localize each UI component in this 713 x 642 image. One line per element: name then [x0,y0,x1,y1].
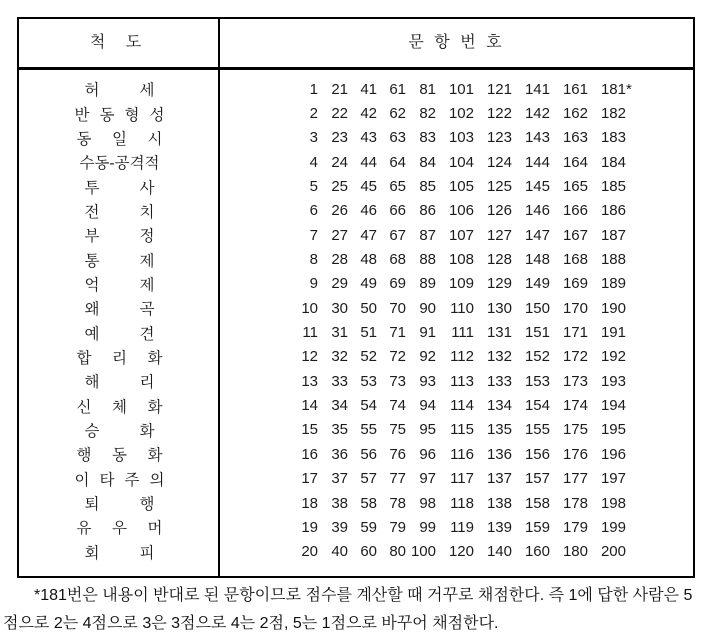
item-number: 185 [600,178,626,196]
item-number: 17 [301,470,318,488]
item-number: 144 [524,153,550,171]
table-row [19,491,693,515]
item-number: 6 [309,202,318,220]
item-number: 28 [331,251,348,269]
item-number: 179 [562,518,588,536]
scale-cell [19,346,220,368]
scale-name: 통 제 [84,252,155,270]
item-number: 122 [486,105,512,123]
scale-cell [19,468,220,490]
item-number: 10 [301,299,318,317]
item-number: 110 [450,299,474,317]
item-number: 73 [389,372,406,390]
item-number: 74 [389,397,406,415]
item-number: 140 [486,543,512,561]
item-number: 172 [562,348,588,366]
scale-name: 유 우 머 [76,520,163,538]
item-number: 103 [448,129,474,147]
scale-name: 왜 곡 [84,301,155,319]
item-numbers-cell [220,543,693,560]
item-number: 189 [600,275,626,293]
scale-cell [19,322,220,344]
item-numbers-cell [220,470,693,487]
item-number: 106 [448,202,474,220]
table-row [19,101,693,125]
item-number: 136 [486,445,512,463]
scale-name: 수동-공격적 [79,155,160,173]
item-number: 84 [419,153,436,171]
item-number: 184 [600,153,626,171]
item-number: 193 [600,372,626,390]
item-number: 81 [419,80,436,98]
header-scale-column: 척 도 [89,33,150,51]
item-number: 197 [600,470,626,488]
column-divider-line [218,19,220,576]
scale-name: 이 타 주 의 [74,471,165,489]
item-number: 120 [448,543,474,561]
item-number: 57 [360,470,377,488]
item-number: 8 [309,251,318,269]
item-number: 112 [450,348,474,366]
item-number: 147 [524,226,550,244]
table-row [19,320,693,344]
item-number: 13 [301,372,318,390]
item-numbers-cell [220,324,693,341]
item-number: 118 [450,494,474,512]
table-row [19,150,693,174]
table-row [19,223,693,247]
item-number: 60 [360,543,377,561]
scale-cell [19,395,220,417]
item-number: 176 [562,445,588,463]
item-number: 150 [524,299,550,317]
item-number: 195 [600,421,626,439]
table-row [19,515,693,539]
table-row [19,199,693,223]
item-number: 168 [562,251,588,269]
item-number: 156 [524,445,550,463]
item-number: 95 [419,421,436,439]
table-row [19,77,693,101]
scale-cell [19,273,220,295]
item-number: 143 [524,129,550,147]
item-number: 102 [448,105,474,123]
item-number: 22 [331,105,348,123]
table-header-row [19,19,693,70]
item-number: 77 [389,470,406,488]
item-number: 167 [562,226,588,244]
item-number: 42 [360,105,377,123]
item-number: 18 [301,494,318,512]
reverse-scoring-footnote [3,582,709,637]
scale-name: 합 리 화 [76,349,163,367]
scale-cell [19,297,220,319]
item-number: 117 [450,470,474,488]
item-number: 48 [360,251,377,269]
item-numbers-cell [220,81,693,98]
item-number: 21 [331,80,348,98]
item-number: 145 [524,178,550,196]
item-numbers-cell [220,300,693,317]
item-numbers-cell [220,348,693,365]
item-number: 173 [562,372,588,390]
item-number: 175 [562,421,588,439]
scale-name: 투 사 [84,179,155,197]
item-number: 75 [389,421,406,439]
item-number: 132 [486,348,512,366]
item-number: 141 [524,80,550,98]
item-number: 107 [448,226,474,244]
item-number: 152 [524,348,550,366]
scale-name: 신 체 화 [76,398,163,416]
table-row [19,296,693,320]
item-number: 127 [486,226,512,244]
item-numbers-cell [220,519,693,536]
item-number: 12 [301,348,318,366]
item-number: 166 [562,202,588,220]
item-number: 133 [486,372,512,390]
item-number: 88 [419,251,436,269]
item-number: 115 [450,421,474,439]
item-number: 91 [419,324,436,342]
item-number: 9 [309,275,318,293]
item-number: 56 [360,445,377,463]
item-number: 3 [309,129,318,147]
footnote-line-1: *181번은 내용이 반대로 된 문항이므로 점수를 계산할 때 거꾸로 채점한다. 즉 1에 답한 사람은 5 [34,587,693,604]
item-number: 159 [524,518,550,536]
scale-cell [19,224,220,246]
scale-name: 부 정 [84,228,155,246]
scale-cell [19,151,220,173]
item-number: 96 [419,445,436,463]
item-number: 85 [419,178,436,196]
item-number: 94 [419,397,436,415]
item-number: 5 [309,178,318,196]
item-numbers-cell [220,446,693,463]
item-number: 47 [360,226,377,244]
item-numbers-cell [220,129,693,146]
item-number: 108 [448,251,474,269]
scale-name: 반 동 형 성 [74,106,165,124]
item-number: 158 [524,494,550,512]
item-number: 11 [302,324,318,342]
item-number: 89 [419,275,436,293]
item-number: 39 [331,518,348,536]
item-number: 111 [451,324,474,342]
item-numbers-cell [220,397,693,414]
scale-cell [19,541,220,563]
item-number: 163 [562,129,588,147]
item-number: 79 [389,518,406,536]
table-row [19,442,693,466]
item-number: 177 [562,470,588,488]
item-numbers-cell [220,495,693,512]
item-number: 171 [562,324,588,342]
item-number: 186 [600,202,626,220]
item-number: 109 [448,275,474,293]
scale-cell [19,492,220,514]
item-number: 20 [301,543,318,561]
item-number: 29 [331,275,348,293]
scale-name: 허 세 [84,82,155,100]
item-number: 190 [600,299,626,317]
item-number: 80 [389,543,406,561]
item-number: 24 [331,153,348,171]
item-number: 59 [360,518,377,536]
item-number: 183 [600,129,626,147]
item-number: 44 [360,153,377,171]
item-number: 64 [389,153,406,171]
scale-cell [19,200,220,222]
item-number: 99 [419,518,436,536]
item-number: 92 [419,348,436,366]
table-row [19,418,693,442]
item-number: 138 [486,494,512,512]
item-number: 169 [562,275,588,293]
table-row [19,126,693,150]
item-numbers-cell [220,105,693,122]
item-number: 87 [419,226,436,244]
item-number: 98 [419,494,436,512]
item-number: 76 [389,445,406,463]
item-number: 43 [360,129,377,147]
item-number: 192 [600,348,626,366]
scale-cell [19,370,220,392]
scale-name: 동 일 시 [76,130,163,148]
item-number: 139 [486,518,512,536]
item-number: 164 [562,153,588,171]
item-number: 93 [419,372,436,390]
item-numbers-cell [220,154,693,171]
item-number: 157 [524,470,550,488]
item-number: 151 [524,324,550,342]
scale-name: 억 제 [84,276,155,294]
item-number: 78 [389,494,406,512]
item-number: 114 [450,397,474,415]
item-number: 83 [419,129,436,147]
item-number: 67 [389,226,406,244]
item-number: 30 [331,299,348,317]
item-number: 130 [486,299,512,317]
item-number: 180 [562,543,588,561]
scale-cell [19,249,220,271]
item-number: 69 [389,275,406,293]
item-number: 38 [331,494,348,512]
item-number: 58 [360,494,377,512]
table-row [19,369,693,393]
item-number: 32 [331,348,348,366]
item-number: 191 [600,324,626,342]
item-number: 36 [331,445,348,463]
item-number: 86 [419,202,436,220]
item-number: 153 [524,372,550,390]
scale-name: 해 리 [84,374,155,392]
item-number: 19 [301,518,318,536]
table-row [19,272,693,296]
item-number: 198 [600,494,626,512]
item-number: 1 [309,80,318,98]
item-number: 188 [600,251,626,269]
scale-cell [19,103,220,125]
item-number: 125 [486,178,512,196]
item-number: 55 [360,421,377,439]
item-number: 181* [600,80,632,98]
footnote-line-2: 점으로 2는 4점으로 3은 3점으로 4는 2점, 5는 1점으로 바꾸어 채점한다. [3,614,499,632]
item-number: 174 [562,397,588,415]
scale-name: 승 화 [84,422,155,440]
item-number: 137 [486,470,512,488]
table-body [19,70,693,564]
item-number: 160 [524,543,550,561]
item-number: 119 [450,518,474,536]
scale-cell [19,443,220,465]
item-number: 113 [450,372,474,390]
table-row [19,247,693,271]
item-number: 16 [301,445,318,463]
item-number: 124 [486,153,512,171]
scale-cell [19,127,220,149]
scale-name: 행 동 화 [76,447,163,465]
scale-cell [19,176,220,198]
item-number: 82 [419,105,436,123]
table-row [19,467,693,491]
item-number: 194 [600,397,626,415]
item-numbers-cell [220,202,693,219]
scale-name: 전 치 [84,203,155,221]
item-number: 128 [486,251,512,269]
item-numbers-cell [220,178,693,195]
table-row [19,345,693,369]
item-numbers-cell [220,275,693,292]
scale-cell [19,78,220,100]
item-number: 142 [524,105,550,123]
item-number: 68 [389,251,406,269]
item-number: 4 [309,153,318,171]
item-number: 26 [331,202,348,220]
item-number: 126 [486,202,512,220]
item-number: 40 [331,543,348,561]
scale-cell [19,516,220,538]
item-numbers-cell [220,251,693,268]
item-number: 65 [389,178,406,196]
table-row [19,540,693,564]
item-number: 62 [389,105,406,123]
item-number: 105 [448,178,474,196]
item-number: 33 [331,372,348,390]
item-number: 66 [389,202,406,220]
item-number: 135 [486,421,512,439]
item-number: 146 [524,202,550,220]
item-number: 50 [360,299,377,317]
item-number: 37 [331,470,348,488]
item-number: 131 [486,324,512,342]
table-row [19,174,693,198]
item-number: 15 [301,421,318,439]
item-number: 187 [600,226,626,244]
header-item-numbers-column: 문 항 번 호 [408,33,505,51]
item-numbers-cell [220,373,693,390]
item-number: 199 [600,518,626,536]
item-number: 134 [486,397,512,415]
item-number: 63 [389,129,406,147]
scale-name: 회 피 [84,544,155,562]
item-number: 2 [309,105,318,123]
item-number: 31 [331,324,348,342]
item-number: 148 [524,251,550,269]
scale-name: 예 견 [84,325,155,343]
scale-cell [19,419,220,441]
scale-name: 퇴 행 [84,496,155,514]
item-number: 25 [331,178,348,196]
item-number: 154 [524,397,550,415]
table-row [19,393,693,417]
item-number: 121 [486,80,512,98]
item-number: 170 [562,299,588,317]
item-number: 165 [562,178,588,196]
item-number: 123 [486,129,512,147]
item-number: 23 [331,129,348,147]
item-number: 45 [360,178,377,196]
item-number: 200 [600,543,626,561]
item-number: 53 [360,372,377,390]
item-number: 129 [486,275,512,293]
item-number: 52 [360,348,377,366]
item-number: 7 [309,226,318,244]
item-number: 97 [419,470,436,488]
item-number: 51 [360,324,377,342]
item-number: 90 [419,299,436,317]
item-number: 46 [360,202,377,220]
defense-mechanism-item-table [17,17,695,578]
item-number: 35 [331,421,348,439]
item-number: 41 [360,80,377,98]
item-number: 27 [331,226,348,244]
item-number: 54 [360,397,377,415]
item-number: 155 [524,421,550,439]
item-number: 71 [389,324,406,342]
item-number: 49 [360,275,377,293]
item-number: 116 [450,445,474,463]
item-number: 101 [448,80,474,98]
item-number: 70 [389,299,406,317]
item-numbers-cell [220,421,693,438]
item-number: 161 [562,80,588,98]
item-number: 149 [524,275,550,293]
item-number: 14 [301,397,318,415]
item-number: 100 [410,543,436,561]
item-number: 162 [562,105,588,123]
item-number: 34 [331,397,348,415]
item-number: 61 [389,80,406,98]
item-number: 196 [600,445,626,463]
item-number: 72 [389,348,406,366]
item-numbers-cell [220,227,693,244]
item-number: 182 [600,105,626,123]
item-number: 178 [562,494,588,512]
item-number: 104 [448,153,474,171]
